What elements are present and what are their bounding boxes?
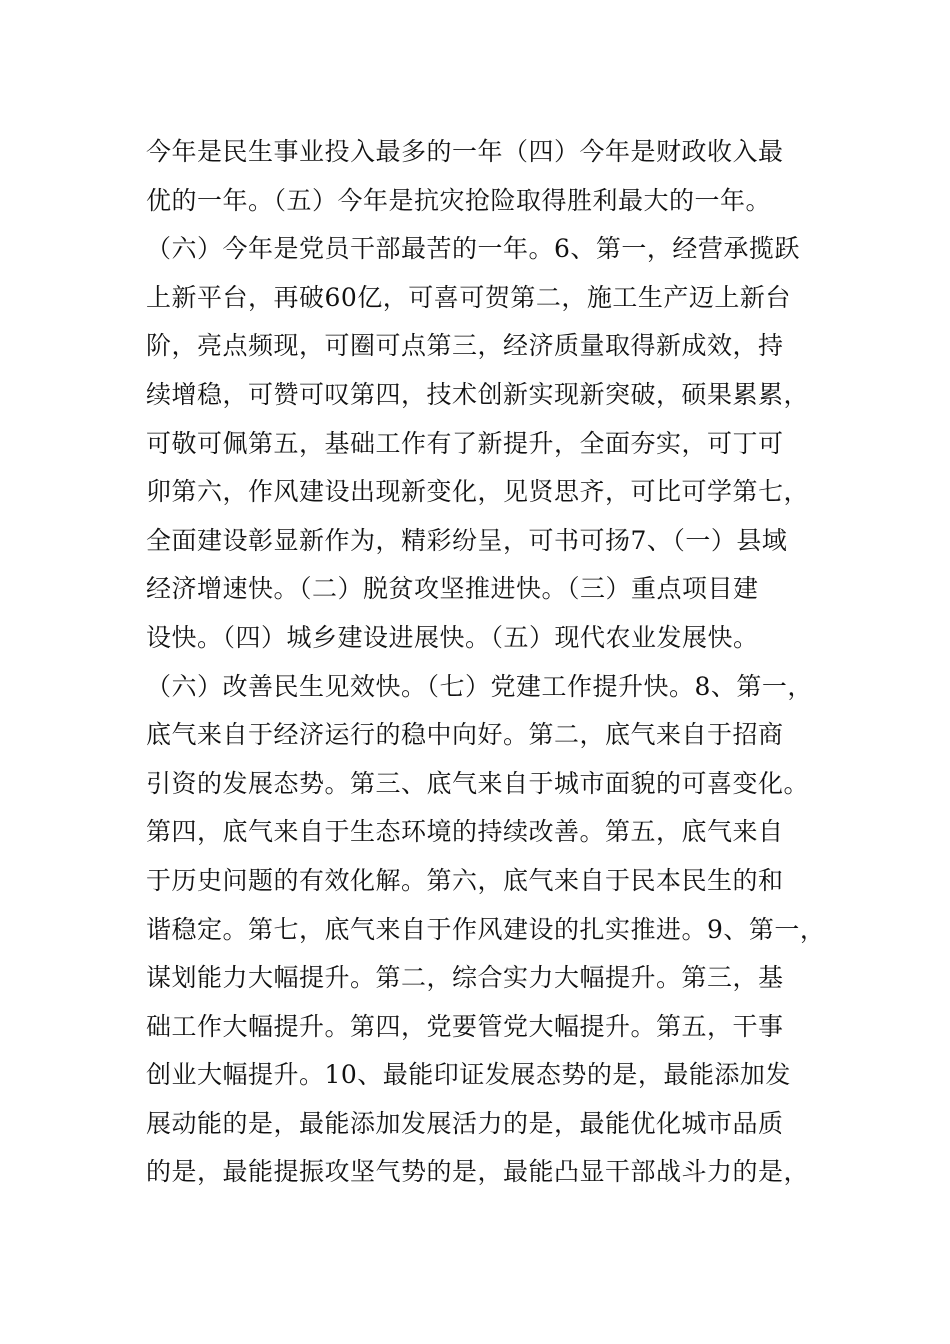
text-line: 阶，亮点频现，可圈可点第三，经济质量取得新成效，持 bbox=[146, 331, 784, 361]
text-line: 续增稳，可赞可叹第四，技术创新实现新突破，硕果累累， bbox=[146, 379, 810, 409]
text-line: 谐稳定。第七，底气来自于作风建设的扎实推进。9、第一， bbox=[146, 914, 826, 944]
text-line: 于历史问题的有效化解。第六，底气来自于民本民生的和 bbox=[146, 865, 784, 895]
text-line: （六）今年是党员干部最苦的一年。6、第一，经营承揽跃 bbox=[146, 234, 800, 264]
text-line: 创业大幅提升。10、最能印证发展态势的是，最能添加发 bbox=[146, 1060, 791, 1090]
text-line: 上新平台，再破60亿，可喜可贺第二，施工生产迈上新台 bbox=[146, 282, 791, 312]
text-line: 谋划能力大幅提升。第二，综合实力大幅提升。第三，基 bbox=[146, 963, 784, 993]
text-line: 优的一年。（五）今年是抗灾抢险取得胜利最大的一年。 bbox=[146, 185, 772, 215]
text-line: 经济增速快。（二）脱贫攻坚推进快。（三）重点项目建 bbox=[146, 574, 759, 604]
text-line: 展动能的是，最能添加发展活力的是，最能优化城市品质 bbox=[146, 1108, 784, 1138]
body-text bbox=[146, 128, 826, 1197]
text-line: 设快。（四）城乡建设进展快。（五）现代农业发展快。 bbox=[146, 622, 759, 652]
text-line: 可敬可佩第五，基础工作有了新提升，全面夯实，可丁可 bbox=[146, 428, 784, 458]
text-line: 引资的发展态势。第三、底气来自于城市面貌的可喜变化。 bbox=[146, 768, 810, 798]
text-line: 今年是民生事业投入最多的一年（四）今年是财政收入最 bbox=[146, 137, 784, 166]
text-line: 全面建设彰显新作为，精彩纷呈，可书可扬7、（一）县域 bbox=[146, 525, 788, 555]
text-line: 的是，最能提振攻坚气势的是，最能凸显干部战斗力的是， bbox=[146, 1157, 810, 1187]
text-line: 础工作大幅提升。第四，党要管党大幅提升。第五，干事 bbox=[146, 1011, 784, 1041]
text-line: 底气来自于经济运行的稳中向好。第二，底气来自于招商 bbox=[146, 720, 784, 750]
text-line: 卯第六，作风建设出现新变化，见贤思齐，可比可学第七， bbox=[146, 477, 810, 507]
text-line: （六）改善民生见效快。（七）党建工作提升快。8、第一， bbox=[146, 671, 813, 701]
text-line: 第四，底气来自于生态环境的持续改善。第五，底气来自 bbox=[146, 817, 784, 847]
